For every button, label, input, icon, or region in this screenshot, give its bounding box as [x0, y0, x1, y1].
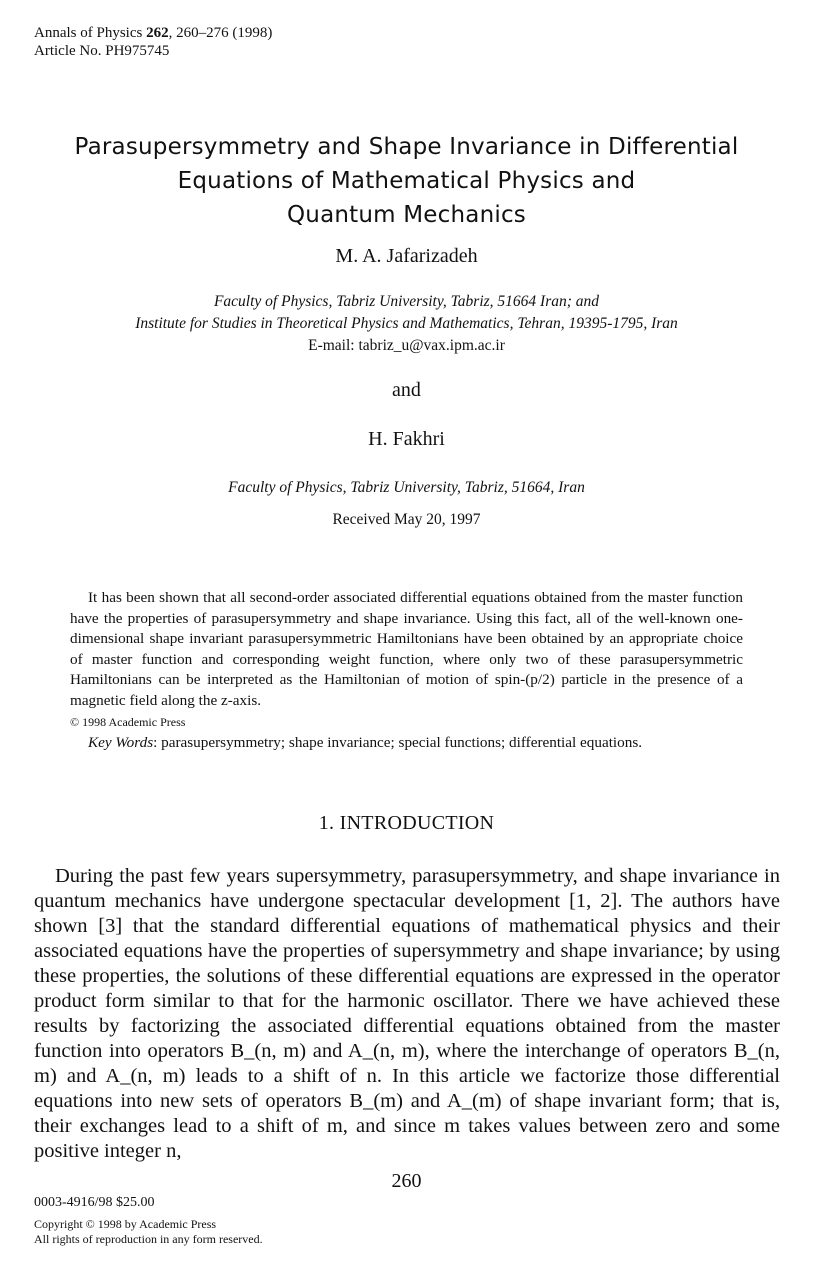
author-2-affiliation: Faculty of Physics, Tabriz University, Tabriz, 51664, Iran	[228, 479, 585, 496]
journal-header	[34, 24, 272, 60]
keywords	[70, 733, 743, 754]
section-heading: 1. INTRODUCTION	[318, 812, 495, 834]
author-email: E-mail: tabriz_u@vax.ipm.ac.ir	[308, 337, 505, 354]
abstract	[70, 588, 743, 754]
keywords-list: : parasupersymmetry; shape invariance; special functions; differential equations.	[153, 734, 643, 751]
affiliation-line-2: Institute for Studies in Theoretical Physics and Mathematics, Tehran, 19395-1795, Iran	[135, 315, 678, 332]
page-number: 260	[391, 1170, 422, 1192]
authors-conjunction: and	[392, 379, 421, 401]
title-line-2: Equations of Mathematical Physics and	[177, 168, 636, 194]
introduction-body	[34, 864, 780, 1164]
affiliation-line-1: Faculty of Physics, Tabriz University, Tabriz, 51664 Iran; and	[213, 293, 600, 310]
article-number: Article No. PH975745	[34, 43, 170, 59]
paper-title	[40, 130, 773, 232]
introduction-paragraph: During the past few years supersymmetry, parasupersymmetry, and shape invariance in quantum mechanics have undergone spectacular development [1, 2]. The authors have shown [3] that the standard differential equations of mathematical physics and their associated equations have the properties of supersymmetry and shape invariance; by using these properties, the solutions of these differential equations are expressed in the operator product form similar to that for the harmonic oscillator. There we have achieved these results by factorizing the associated differential equations obtained from the master function into operators B_(n, m) and A_(n, m), where the interchange of operators B_(n, m) and A_(n, m) leads to a shift of n. In this article we factorize those differential equations into new sets of operators B_(m) and A_(m) of shape invariant form; that is, their exchanges lead to a shift of m, and since m takes values between zero and some positive integer n,	[34, 865, 780, 1162]
keywords-label: Key Words	[88, 734, 154, 751]
author-2-name: H. Fakhri	[368, 428, 445, 450]
journal-pages-year: , 260–276 (1998)	[168, 25, 273, 41]
journal-name: Annals of Physics	[34, 25, 143, 41]
author-1-affiliation	[40, 291, 773, 357]
footer-rights: All rights of reproduction in any form reserved.	[34, 1232, 263, 1246]
issn-price: 0003-4916/98 $25.00	[34, 1195, 155, 1210]
abstract-text: It has been shown that all second-order associated differential equations obtained from the master function have the properties of parasupersymmetry and shape invariance. Using this fact, all of the well-known one-dimensional shape invariant parasupersymmetric Hamiltonians have been obtained by an appropriate choice of master function and corresponding weight function, where only two of these parasupersymmetric Hamiltonians can be interpreted as the Hamiltonian of motion of spin-(p/2) particle in the presence of a magnetic field along the z-axis.	[70, 589, 743, 709]
title-line-3: Quantum Mechanics	[287, 202, 526, 228]
received-date: Received May 20, 1997	[332, 511, 481, 528]
journal-citation	[34, 24, 272, 42]
abstract-copyright: © 1998 Academic Press	[70, 715, 186, 729]
footer-copyright: Copyright © 1998 by Academic Press	[34, 1217, 217, 1231]
title-line-1: Parasupersymmetry and Shape Invariance in Differential	[74, 134, 739, 160]
page-footer	[34, 1194, 263, 1247]
author-1-name: M. A. Jafarizadeh	[335, 245, 478, 267]
journal-volume: 262	[146, 25, 169, 41]
